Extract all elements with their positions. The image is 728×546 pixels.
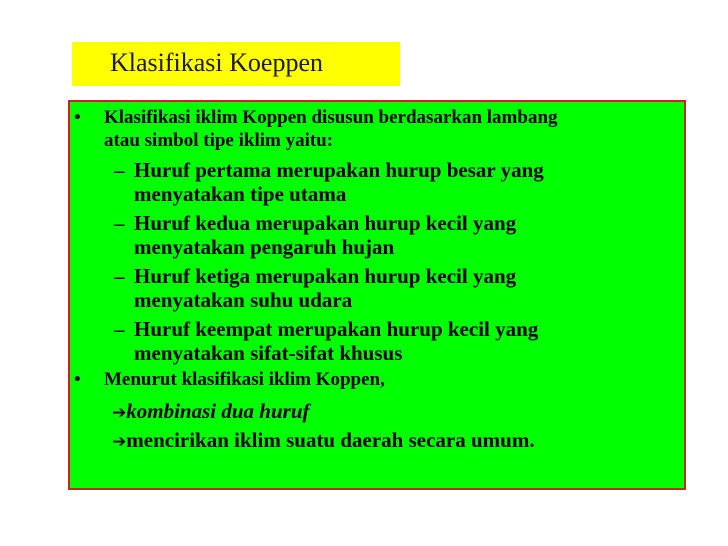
arrow-line-2-text: mencirikan iklim suatu daerah secara umum. [126, 428, 535, 452]
sub-bullet-4-line-1: Huruf keempat merupakan hurup kecil yang [134, 317, 539, 341]
sub-bullet-2-line-1: Huruf kedua merupakan hurup kecil yang [134, 211, 517, 235]
sub-bullet-marker: – [114, 158, 125, 182]
bullet-marker: • [74, 107, 81, 128]
slide-title [72, 42, 400, 86]
sub-bullet-marker: – [114, 264, 125, 288]
sub-bullet-1-line-2: menyatakan tipe utama [134, 182, 347, 206]
slide-title-text: Klasifikasi Koeppen [110, 48, 324, 77]
bullet-marker: • [74, 369, 81, 390]
arrow-right-icon: ➔ [112, 432, 127, 452]
sub-bullet-3-line-2: menyatakan suhu udara [134, 288, 353, 312]
arrow-line-1-text: kombinasi dua huruf [126, 399, 310, 423]
arrow-line-2 [112, 428, 535, 453]
bullet-1-line-2: atau simbol tipe iklim yaitu: [104, 130, 334, 151]
arrow-right-icon: ➔ [112, 403, 127, 423]
sub-bullet-2-line-2: menyatakan pengaruh hujan [134, 235, 395, 259]
arrow-line-1 [112, 399, 310, 424]
sub-bullet-4-line-2: menyatakan sifat-sifat khusus [134, 341, 403, 365]
sub-bullet-1-line-1: Huruf pertama merupakan hurup besar yang [134, 158, 544, 182]
bullet-1-line-1: Klasifikasi iklim Koppen disusun berdasarkan lambang [104, 107, 558, 128]
sub-bullet-3-line-1: Huruf ketiga merupakan hurup kecil yang [134, 264, 517, 288]
bullet-2-line-1: Menurut klasifikasi iklim Koppen, [104, 369, 385, 390]
sub-bullet-marker: – [114, 317, 125, 341]
sub-bullet-marker: – [114, 211, 125, 235]
